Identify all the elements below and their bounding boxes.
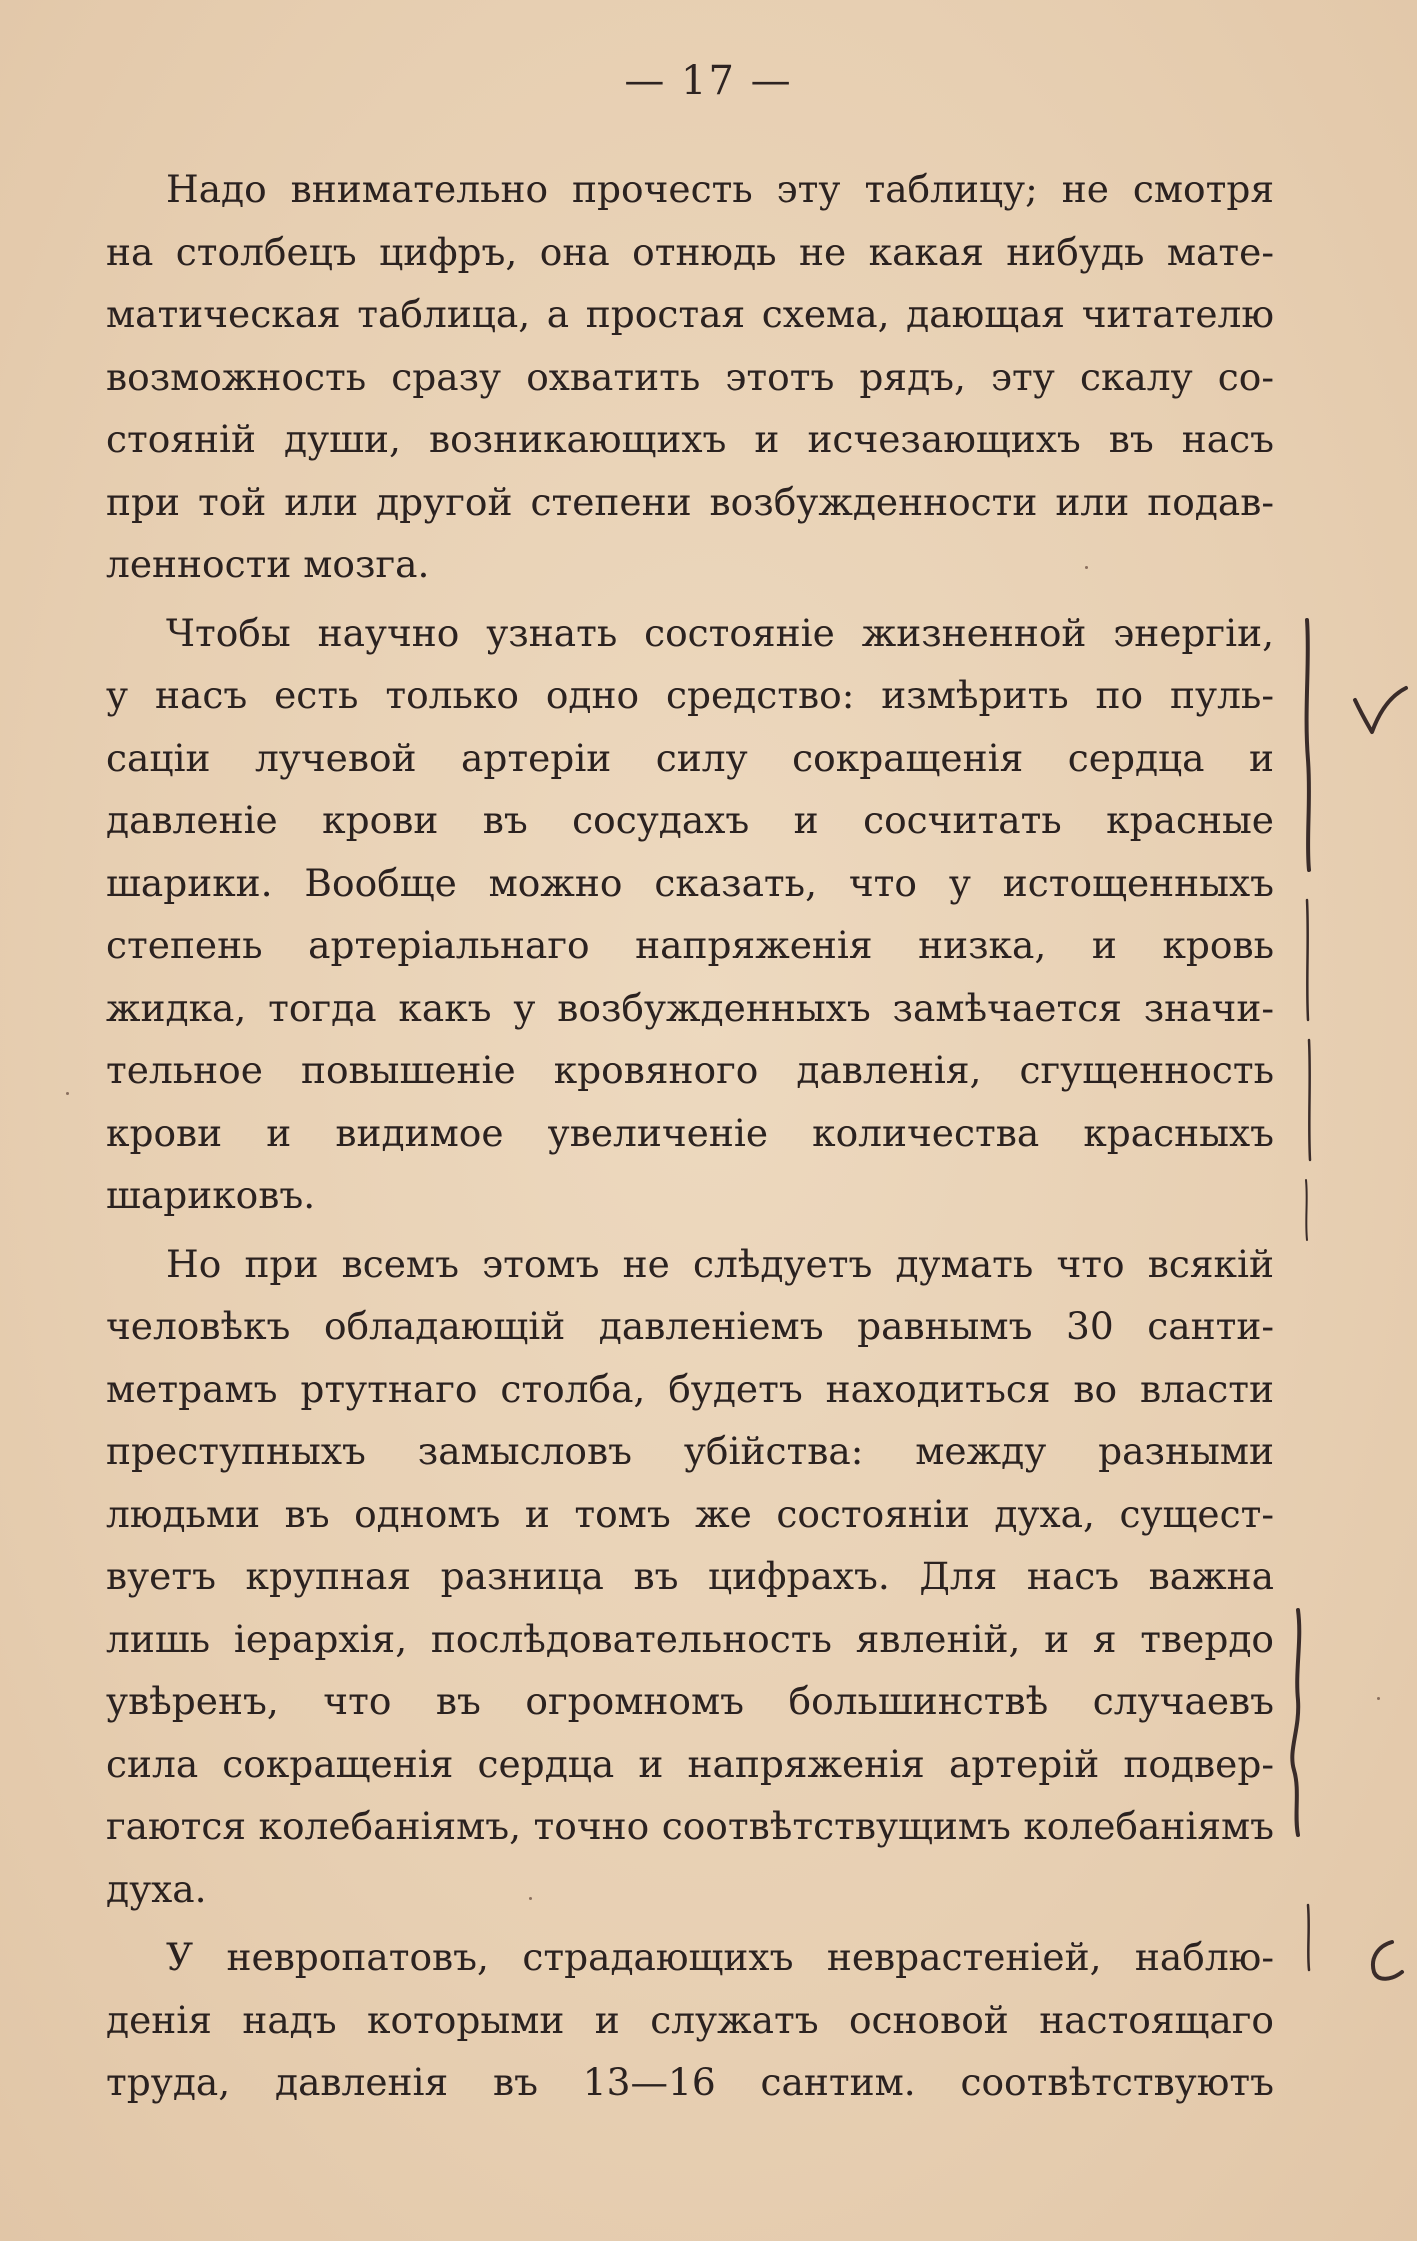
margin-line-mark <box>1307 900 1308 1020</box>
page-number: — 17 — <box>624 58 793 104</box>
scan-speck <box>1085 566 1088 569</box>
scan-speck <box>1377 1697 1380 1700</box>
margin-bracket-mark <box>1292 1610 1299 1835</box>
scan-speck <box>66 1092 69 1095</box>
margin-line-mark <box>1308 1905 1309 1970</box>
text-line: увѣренъ, что въ огромномъ большинствѣ случаевъ <box>106 1679 1274 1723</box>
margin-line-mark <box>1306 1180 1307 1240</box>
paragraph <box>106 158 1274 596</box>
text-line: вуетъ крупная разница въ цифрахъ. Для насъ важна <box>106 1554 1274 1598</box>
text-line: жидка, тогда какъ у возбужденныхъ замѣчается значи- <box>106 985 1274 1030</box>
text-line: крови и видимое увеличеніе количества красныхъ <box>106 1110 1274 1155</box>
text-line: духа. <box>106 1866 207 1911</box>
text-line: человѣкъ обладающій давленіемъ равнымъ 30 санти- <box>106 1304 1274 1348</box>
text-line: степень артеріальнаго напряженія низка, и кровь <box>106 923 1274 967</box>
text-line: Надо внимательно прочесть эту таблицу; не смотря <box>166 167 1274 211</box>
text-line: у насъ есть только одно средство: измѣрить по пуль- <box>106 673 1274 717</box>
text-line: Чтобы научно узнать состояніе жизненной энергіи, <box>166 610 1274 655</box>
text-line: преступныхъ замысловъ убійства: между разными <box>106 1429 1274 1473</box>
paragraph <box>106 1926 1274 2114</box>
text-line: людьми въ одномъ и томъ же состояніи духа, сущест- <box>106 1491 1274 1536</box>
text-line: денія надъ которыми и служатъ основой настоящаго <box>106 1997 1274 2042</box>
margin-annotations <box>1280 600 1417 2100</box>
text-line: сила сокращенія сердца и напряженія артерій подвер- <box>106 1741 1274 1786</box>
text-line: тельное повышеніе кровяного давленія, сгущенность <box>106 1048 1274 1092</box>
text-line: шарики. Вообще можно сказать, что у истощенныхъ <box>106 860 1274 905</box>
margin-line-mark <box>1309 1040 1310 1160</box>
text-line: труда, давленія въ 13—16 сантим. соотвѣтствуютъ <box>106 2060 1274 2104</box>
check-mark-icon <box>1355 688 1406 732</box>
body-text <box>106 158 1274 2114</box>
text-line: матическая таблица, а простая схема, дающая читателю <box>106 292 1274 336</box>
text-line: давленіе крови въ сосудахъ и сосчитать красные <box>106 798 1274 842</box>
text-line: на столбецъ цифръ, она отнюдь не какая нибудь мате- <box>106 229 1274 274</box>
margin-hook-mark <box>1373 1942 1402 1979</box>
paragraph <box>106 602 1274 1227</box>
paragraph <box>106 1233 1274 1921</box>
text-line: при той или другой степени возбужденности или подав- <box>106 479 1274 524</box>
text-line: шариковъ. <box>106 1173 316 1217</box>
text-line: ленности мозга. <box>106 542 430 586</box>
text-line: возможность сразу охватить этотъ рядъ, эту скалу со- <box>106 354 1274 399</box>
text-line: саціи лучевой артеріи силу сокращенія сердца и <box>106 735 1274 780</box>
scan-speck <box>529 1897 532 1900</box>
text-line: метрамъ ртутнаго столба, будетъ находиться во власти <box>106 1366 1274 1411</box>
text-line: стояній души, возникающихъ и исчезающихъ въ насъ <box>106 417 1274 461</box>
text-line: лишь іерархія, послѣдовательность явленій, и я твердо <box>106 1616 1274 1661</box>
margin-bracket-mark <box>1307 620 1309 870</box>
text-line: Но при всемъ этомъ не слѣдуетъ думать что всякій <box>166 1241 1274 1286</box>
text-line: У невропатовъ, страдающихъ неврастеніей, наблю- <box>166 1935 1274 1979</box>
text-line: гаются колебаніямъ, точно соотвѣтствущимъ колебаніямъ <box>106 1804 1274 1848</box>
